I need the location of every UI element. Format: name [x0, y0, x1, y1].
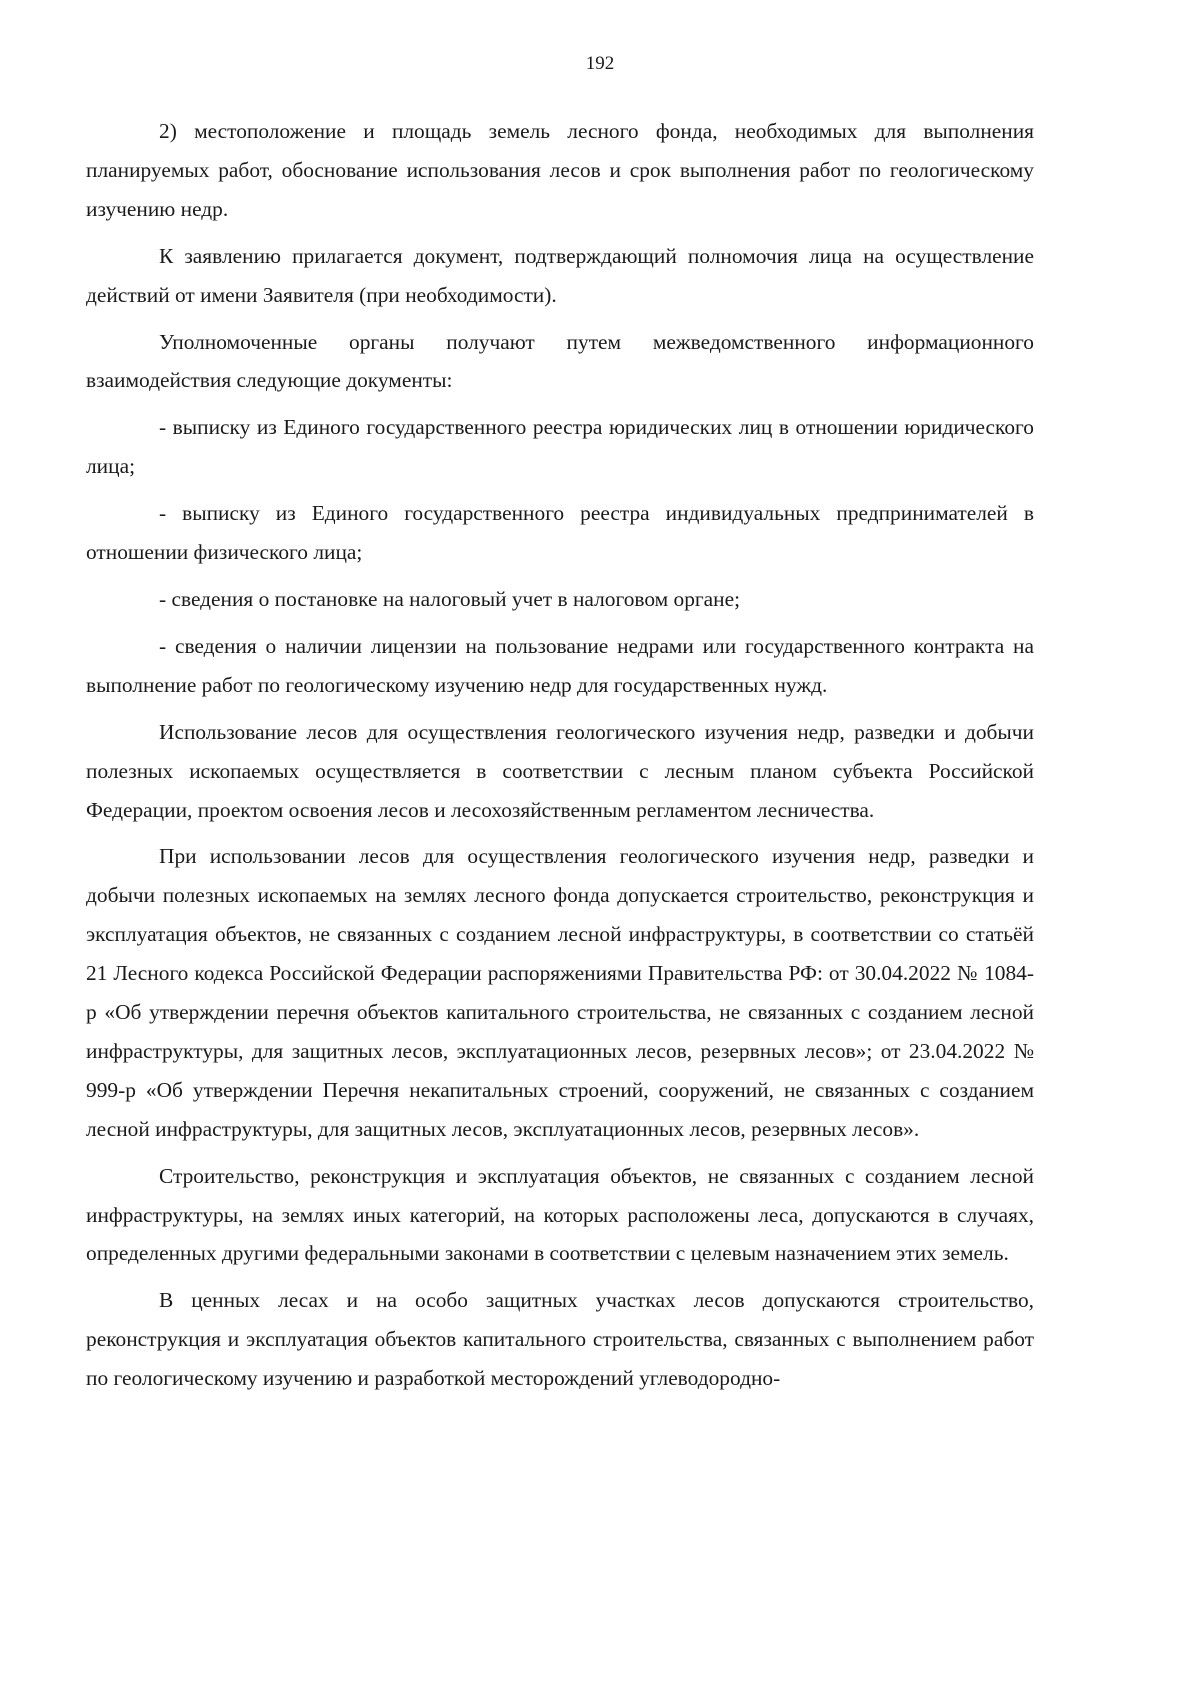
paragraph-construction-on-forest-fund: При использовании лесов для осуществления геологического изучения недр, разведки и добычи полезных ископаемых на землях лесного фонда допускается строительство, реконструкция и эксплуатация объектов, не связанных с созданием лесной инфраструктуры, в соответствии со статьёй 21 Лесного кодекса Российской Федерации распоряжениями Правительства РФ: от 30.04.2022 № 1084-р «Об утверждении перечня объектов капитального строительства, не связанных с созданием лесной инфраструктуры, для защитных лесов, эксплуатационных лесов, резервных лесов»; от 23.04.2022 № 999-р «Об утверждении Перечня некапитальных строений, сооружений, не связанных с созданием лесной инфраструктуры, для защитных лесов, эксплуатационных лесов, резервных лесов».	[86, 844, 1034, 1141]
list-item-entrepreneur-extract: - выписку из Единого государственного реестра индивидуальных предпринимателей в отношении физического лица;	[86, 501, 1034, 565]
list-item-subsoil-license: - сведения о наличии лицензии на пользование недрами или государственного контракта на выполнение работ по геологическому изучению недр для государственных нужд.	[86, 633, 1034, 697]
paragraph-construction-other-lands: Строительство, реконструкция и эксплуатация объектов, не связанных с созданием лесной инфраструктуры, на землях иных категорий, на которых расположены леса, допускаются в случаях, определенных другими федеральными законами в соответствии с целевым назначением этих земель.	[86, 1163, 1034, 1266]
paragraph-forest-use-compliance: Использование лесов для осуществления геологического изучения недр, разведки и добычи полезных ископаемых осуществляется в соответствии с лесным планом субъекта Российской Федерации, проектом освоения лесов и лесохозяйственным регламентом лесничества.	[86, 719, 1034, 822]
page-number: 192	[585, 53, 615, 74]
paragraph-land-location: 2) местоположение и площадь земель лесного фонда, необходимых для выполнения планируемых работ, обоснование использования лесов и срок выполнения работ по геологическому изучению недр.	[86, 119, 1034, 221]
paragraph-interagency-documents: Уполномоченные органы получают путем межведомственного информационного взаимодействия следующие документы:	[86, 329, 1034, 393]
list-item-tax-registration: - сведения о постановке на налоговый учет в налоговом органе;	[159, 586, 741, 611]
document-body	[86, 112, 1034, 1406]
paragraph-valuable-forests: В ценных лесах и на особо защитных участках лесов допускаются строительство, реконструкция и эксплуатация объектов капитального строительства, связанных с выполнением работ по геологическому изучению и разработкой месторождений углеводородно-	[86, 1288, 1034, 1391]
list-item-legal-entity-extract: - выписку из Единого государственного реестра юридических лиц в отношении юридического лица;	[86, 415, 1034, 479]
paragraph-authority-document: К заявлению прилагается документ, подтверждающий полномочия лица на осуществление действий от имени Заявителя (при необходимости).	[86, 243, 1034, 307]
